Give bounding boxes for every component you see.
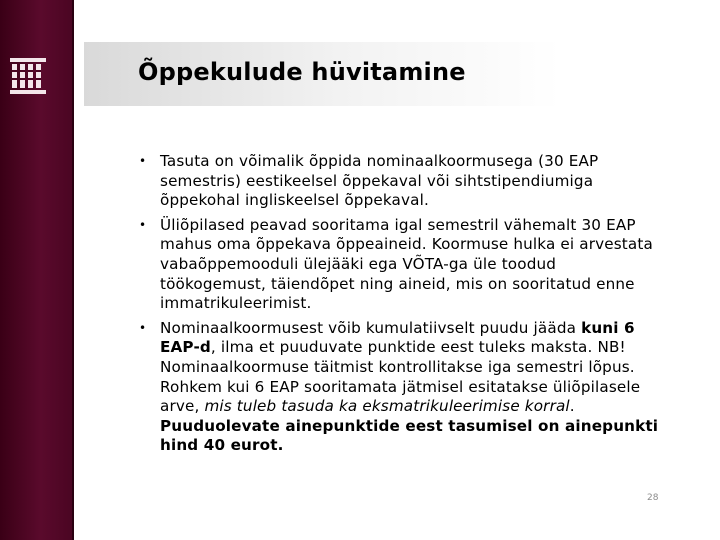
bullet-text: Üliõpilased peavad sooritama igal semestril vähemalt 30 EAP mahus oma õppekava õppeaineid. Koormuse hulka ei arvestata vabaõppemooduli ülejääki ega VÕTA-ga üle toodud töökogemust, täiendõpet ning aineid, mis on sooritatud enne immatrikuleerimist.: [160, 215, 653, 313]
sidebar-band: [0, 0, 74, 540]
bullet-item: [135, 319, 665, 456]
page-number: 28: [647, 493, 659, 503]
bullet-text-segment: .: [569, 397, 575, 416]
bullet-text-bold: Puuduolevate ainepunktide eest tasumisel on ainepunkti hind 40 eurot.: [160, 416, 659, 455]
bullet-text-italic: mis tuleb tasuda ka eksmatrikuleerimise korral: [204, 397, 570, 416]
slide-title: Õppekulude hüvitamine: [138, 58, 466, 86]
bullet-text-segment: , ilma et puuduvate punktide eest tuleks maksta. NB! Nominaalkoormuse täitmist kontrollitakse iga semestri lõpus. Rohkem kui 6 EAP sooritamata jätmisel esitatakse üliõpilasele arve,: [160, 338, 641, 416]
title-band: [84, 42, 720, 106]
bullet-text-segment: Nominaalkoormusest võib kumulatiivselt puudu jääda: [160, 318, 582, 337]
bullet-item: [135, 152, 665, 211]
bullet-text: Tasuta on võimalik õppida nominaalkoormusega (30 EAP semestris) eestikeelsel õppekaval või sihtstipendiumiga õppekohal ingliskeelsel õppekaval.: [160, 152, 599, 210]
bullet-dot: •: [139, 154, 147, 168]
bullet-dot: •: [139, 217, 147, 232]
university-emblem-icon: [10, 58, 46, 94]
bullet-text-bold: kuni 6 EAP-d: [160, 318, 635, 357]
bullet-item: [135, 216, 665, 314]
bullet-list: [135, 152, 665, 461]
bullet-dot: •: [139, 320, 147, 335]
